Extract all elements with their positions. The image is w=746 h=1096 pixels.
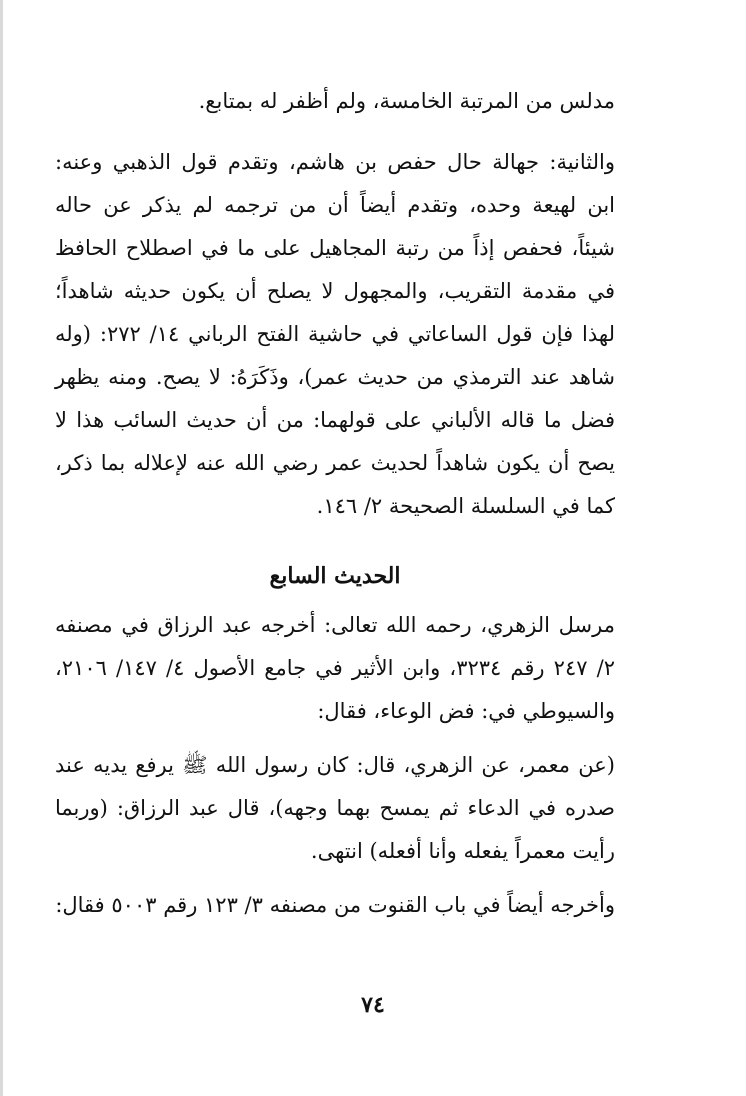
page-body (55, 80, 615, 927)
paragraph-narrator-note: مدلس من المرتبة الخامسة، ولم أظفر له بمتابع. (198, 89, 615, 113)
paragraph-hadith-quote: (عن معمر، عن الزهري، قال: كان رسول الله ﷺ يرفع يديه عند صدره في الدعاء ثم يمسح بهما وجهه)، قال عبد الرزاق: (وربما رأيت معمراً يفعله وأنا أفعله) انتهى. (55, 753, 615, 863)
scan-edge-shadow (0, 0, 3, 1096)
paragraph-zuhri-source: مرسل الزهري، رحمه الله تعالى: أخرجه عبد الرزاق في مصنفه ٢/ ٢٤٧ رقم ٣٢٣٤، وابن الأثير في جامع الأصول ٤/ ١٤٧/ ٢١٠٦، والسيوطي في: فض الوعاء، فقال: (55, 613, 615, 723)
page-number: ٧٤ (361, 992, 385, 1018)
paragraph-second-defect: والثانية: جهالة حال حفص بن هاشم، وتقدم قول الذهبي وعنه: ابن لهيعة وحده، وتقدم أيضاً أن من ترجمه لم يذكر عن حاله شيئاً، فحفص إذاً من رتبة المجاهيل على ما في اصطلاح الحافظ في مقدمة التقريب، والمجهول لا يصلح أن يكون حديثه شاهداً؛ لهذا فإن قول الساعاتي في حاشية الفتح الرباني ١٤/ ٢٧٢: (وله شاهد عند الترمذي من حديث عمر)، وذَكَرَهُ: لا يصح. ومنه يظهر فضل ما قاله الألباني على قولهما: من أن حديث السائب هذا لا يصح أن يكون شاهداً لحديث عمر رضي الله عنه لإعلاله بما ذكر، كما في السلسلة الصحيحة ٢/ ١٤٦. (55, 150, 615, 518)
paragraph-qunut-source: وأخرجه أيضاً في باب القنوت من مصنفه ٣/ ١٢٣ رقم ٥٠٠٣ فقال: (55, 893, 615, 917)
section-heading: الحديث السابع (269, 563, 401, 589)
